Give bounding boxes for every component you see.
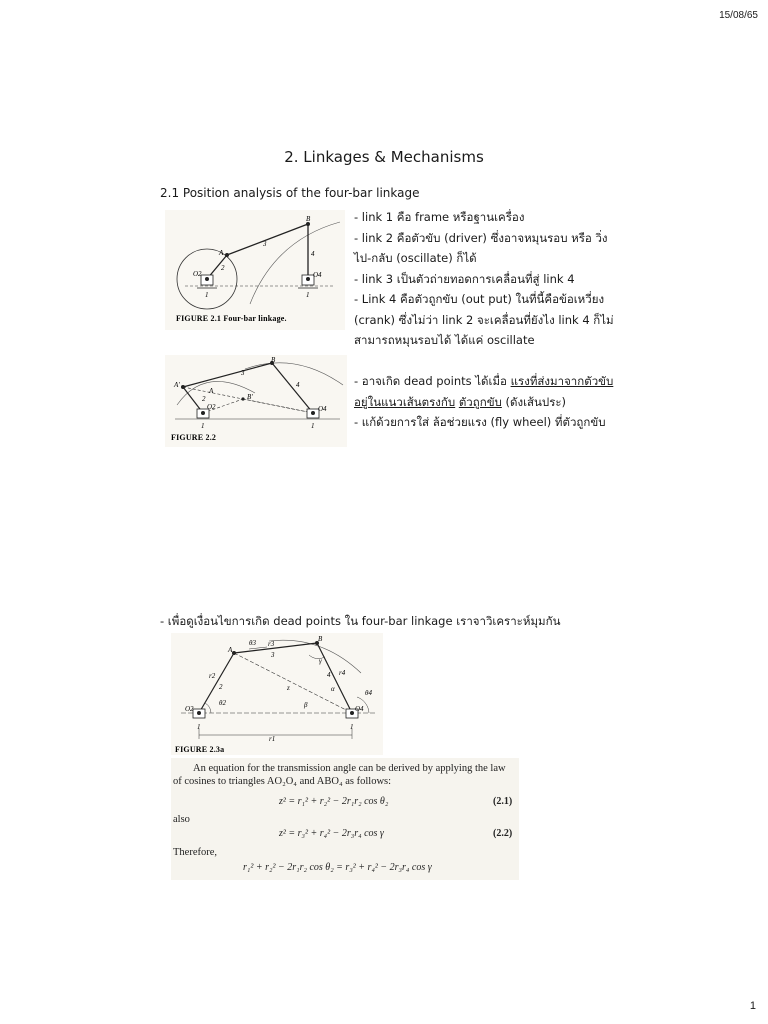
- figure-2-3a-caption: FIGURE 2.3a: [175, 745, 225, 754]
- fig3-label-link4: 4: [327, 671, 331, 679]
- fig3-label-link2: 2: [219, 683, 223, 691]
- note-text: - อาจเกิด dead points ได้เมื่อ: [354, 374, 511, 388]
- fig2-label-b: B: [271, 356, 276, 364]
- fig3-label-b: B: [318, 635, 323, 643]
- fig3-label-z: z: [287, 684, 290, 692]
- fig2-label-link2: 2: [202, 395, 206, 403]
- fig1-label-a: A: [219, 249, 224, 257]
- equation-combined: r₁² + r₂² − 2r₁r₂ cos θ₂ = r₃² + r₄² − 2r₃r₄ cos γ: [243, 862, 432, 873]
- section-2-intro: - เพื่อดูเงื่อนไขการเกิด dead points ใน four-bar linkage เราจาวิเคราะห์มุมกัน: [160, 614, 561, 628]
- fig3-label-o4: O4: [355, 705, 364, 713]
- fig1-label-link2: 2: [221, 264, 225, 272]
- fig3-label-r4: r4: [339, 669, 346, 677]
- equation-2-1: z² = r₁² + r₂² − 2r₁r₂ cos θ₂: [279, 796, 389, 807]
- note-line: [354, 371, 613, 392]
- transmission-angle-diagram: [171, 633, 383, 755]
- note-line: - Link 4 คือตัวถูกขับ (out put) ในที่นี้คือข้อเหวี่ยง: [354, 292, 605, 306]
- fig3-label-gamma: γ: [319, 657, 322, 665]
- note-line: - link 3 เป็นตัวถ่ายทอดการเคลื่อนที่สู่ link 4: [354, 271, 575, 286]
- equation-2-2: z² = r₃² + r₄² − 2r₃r₄ cos γ: [279, 828, 384, 839]
- fig3-label-link1a: 1: [197, 723, 201, 731]
- dead-point-diagram: [165, 355, 347, 447]
- fig3-label-theta3: θ3: [249, 639, 256, 647]
- figure-2-2-caption: FIGURE 2.2: [171, 433, 217, 442]
- fig3-label-theta4: θ4: [365, 689, 372, 697]
- page-number: 1: [749, 1000, 756, 1012]
- fig1-label-link1a: 1: [205, 291, 209, 299]
- fig2-label-o4: O4: [318, 405, 327, 413]
- note-line: [354, 392, 613, 413]
- note-underlined: ตัวถูกขับ: [458, 394, 502, 409]
- equation-2-2-number: (2.2): [493, 828, 513, 839]
- fig3-label-link3: 3: [271, 651, 275, 659]
- note-underlined: อยู่ในแนวเส้นตรงกับ: [354, 394, 456, 409]
- note-underlined: แรงที่ส่งมาจากตัวขับ: [510, 374, 614, 388]
- fig3-label-theta2: θ2: [219, 699, 226, 707]
- fig1-label-link3: 3: [263, 240, 267, 248]
- fig3-label-r3: r3: [268, 640, 275, 648]
- fig3-label-link1b: 1: [350, 723, 354, 731]
- figure-2-3a: [171, 633, 383, 755]
- fig1-label-link4: 4: [311, 250, 315, 258]
- notes-block-1: [354, 207, 614, 351]
- notes-block-2: [354, 371, 613, 433]
- note-line: สามารถหมุนรอบได้ ได้แค่ oscillate: [354, 333, 535, 347]
- equation-also: also: [173, 814, 190, 825]
- fig1-label-o4: O4: [313, 271, 322, 279]
- slide-date: 15/08/65: [719, 10, 758, 21]
- equation-intro-line-1: An equation for the transmission angle can be derived by applying the law: [193, 763, 506, 774]
- figure-2-1: [165, 210, 345, 330]
- note-line: ไป-กลับ (oscillate) ก็ได้: [354, 251, 477, 265]
- fig2-label-b-prime: B': [247, 393, 253, 401]
- fig3-label-a: A: [228, 646, 233, 654]
- equation-intro-line-2: of cosines to triangles AO₂O₄ and ABO₄ as follows:: [173, 776, 392, 787]
- page-title: 2. Linkages & Mechanisms: [284, 148, 484, 166]
- figure-2-2: [165, 355, 347, 447]
- fig1-label-o2: O2: [193, 270, 202, 278]
- fig2-label-a: A: [209, 387, 214, 395]
- note-line: - แก้ด้วยการใส่ ล้อช่วยแรง (fly wheel) ที่ตัวถูกขับ: [354, 415, 606, 429]
- fig3-label-beta: β: [304, 701, 308, 709]
- fig3-label-alpha: α: [331, 685, 335, 693]
- figure-2-1-caption: FIGURE 2.1 Four-bar linkage.: [176, 314, 287, 323]
- note-line: (crank) ซึ่งไม่ว่า link 2 จะเคลื่อนที่ยังไง link 4 ก็ไม่: [354, 312, 614, 327]
- fig2-label-link1a: 1: [201, 422, 205, 430]
- equation-2-1-number: (2.1): [493, 796, 513, 807]
- fig3-label-r2: r2: [209, 672, 216, 680]
- fig1-label-b: B: [306, 215, 311, 223]
- fig3-label-o2: O2: [185, 705, 194, 713]
- section-subtitle: 2.1 Position analysis of the four-bar linkage: [160, 186, 420, 200]
- fig1-label-link1b: 1: [306, 291, 310, 299]
- equation-block: [171, 758, 519, 880]
- fig2-label-o2: O2: [207, 403, 216, 411]
- fig2-label-link4: 4: [296, 381, 300, 389]
- note-line: - link 2 คือตัวขับ (driver) ซึ่งอาจหมุนรอบ หรือ วิ่ง: [354, 230, 608, 245]
- fig2-label-link1b: 1: [311, 422, 315, 430]
- equation-therefore: Therefore,: [173, 847, 218, 858]
- fig2-label-a-prime: A': [174, 381, 180, 389]
- fig2-label-link3: 3: [241, 369, 245, 377]
- note-line: - link 1 คือ frame หรือฐานเครื่อง: [354, 210, 525, 224]
- note-text: (ดังเส้นประ): [501, 394, 567, 409]
- fig3-label-r1: r1: [269, 735, 276, 743]
- four-bar-linkage-diagram: [165, 210, 345, 330]
